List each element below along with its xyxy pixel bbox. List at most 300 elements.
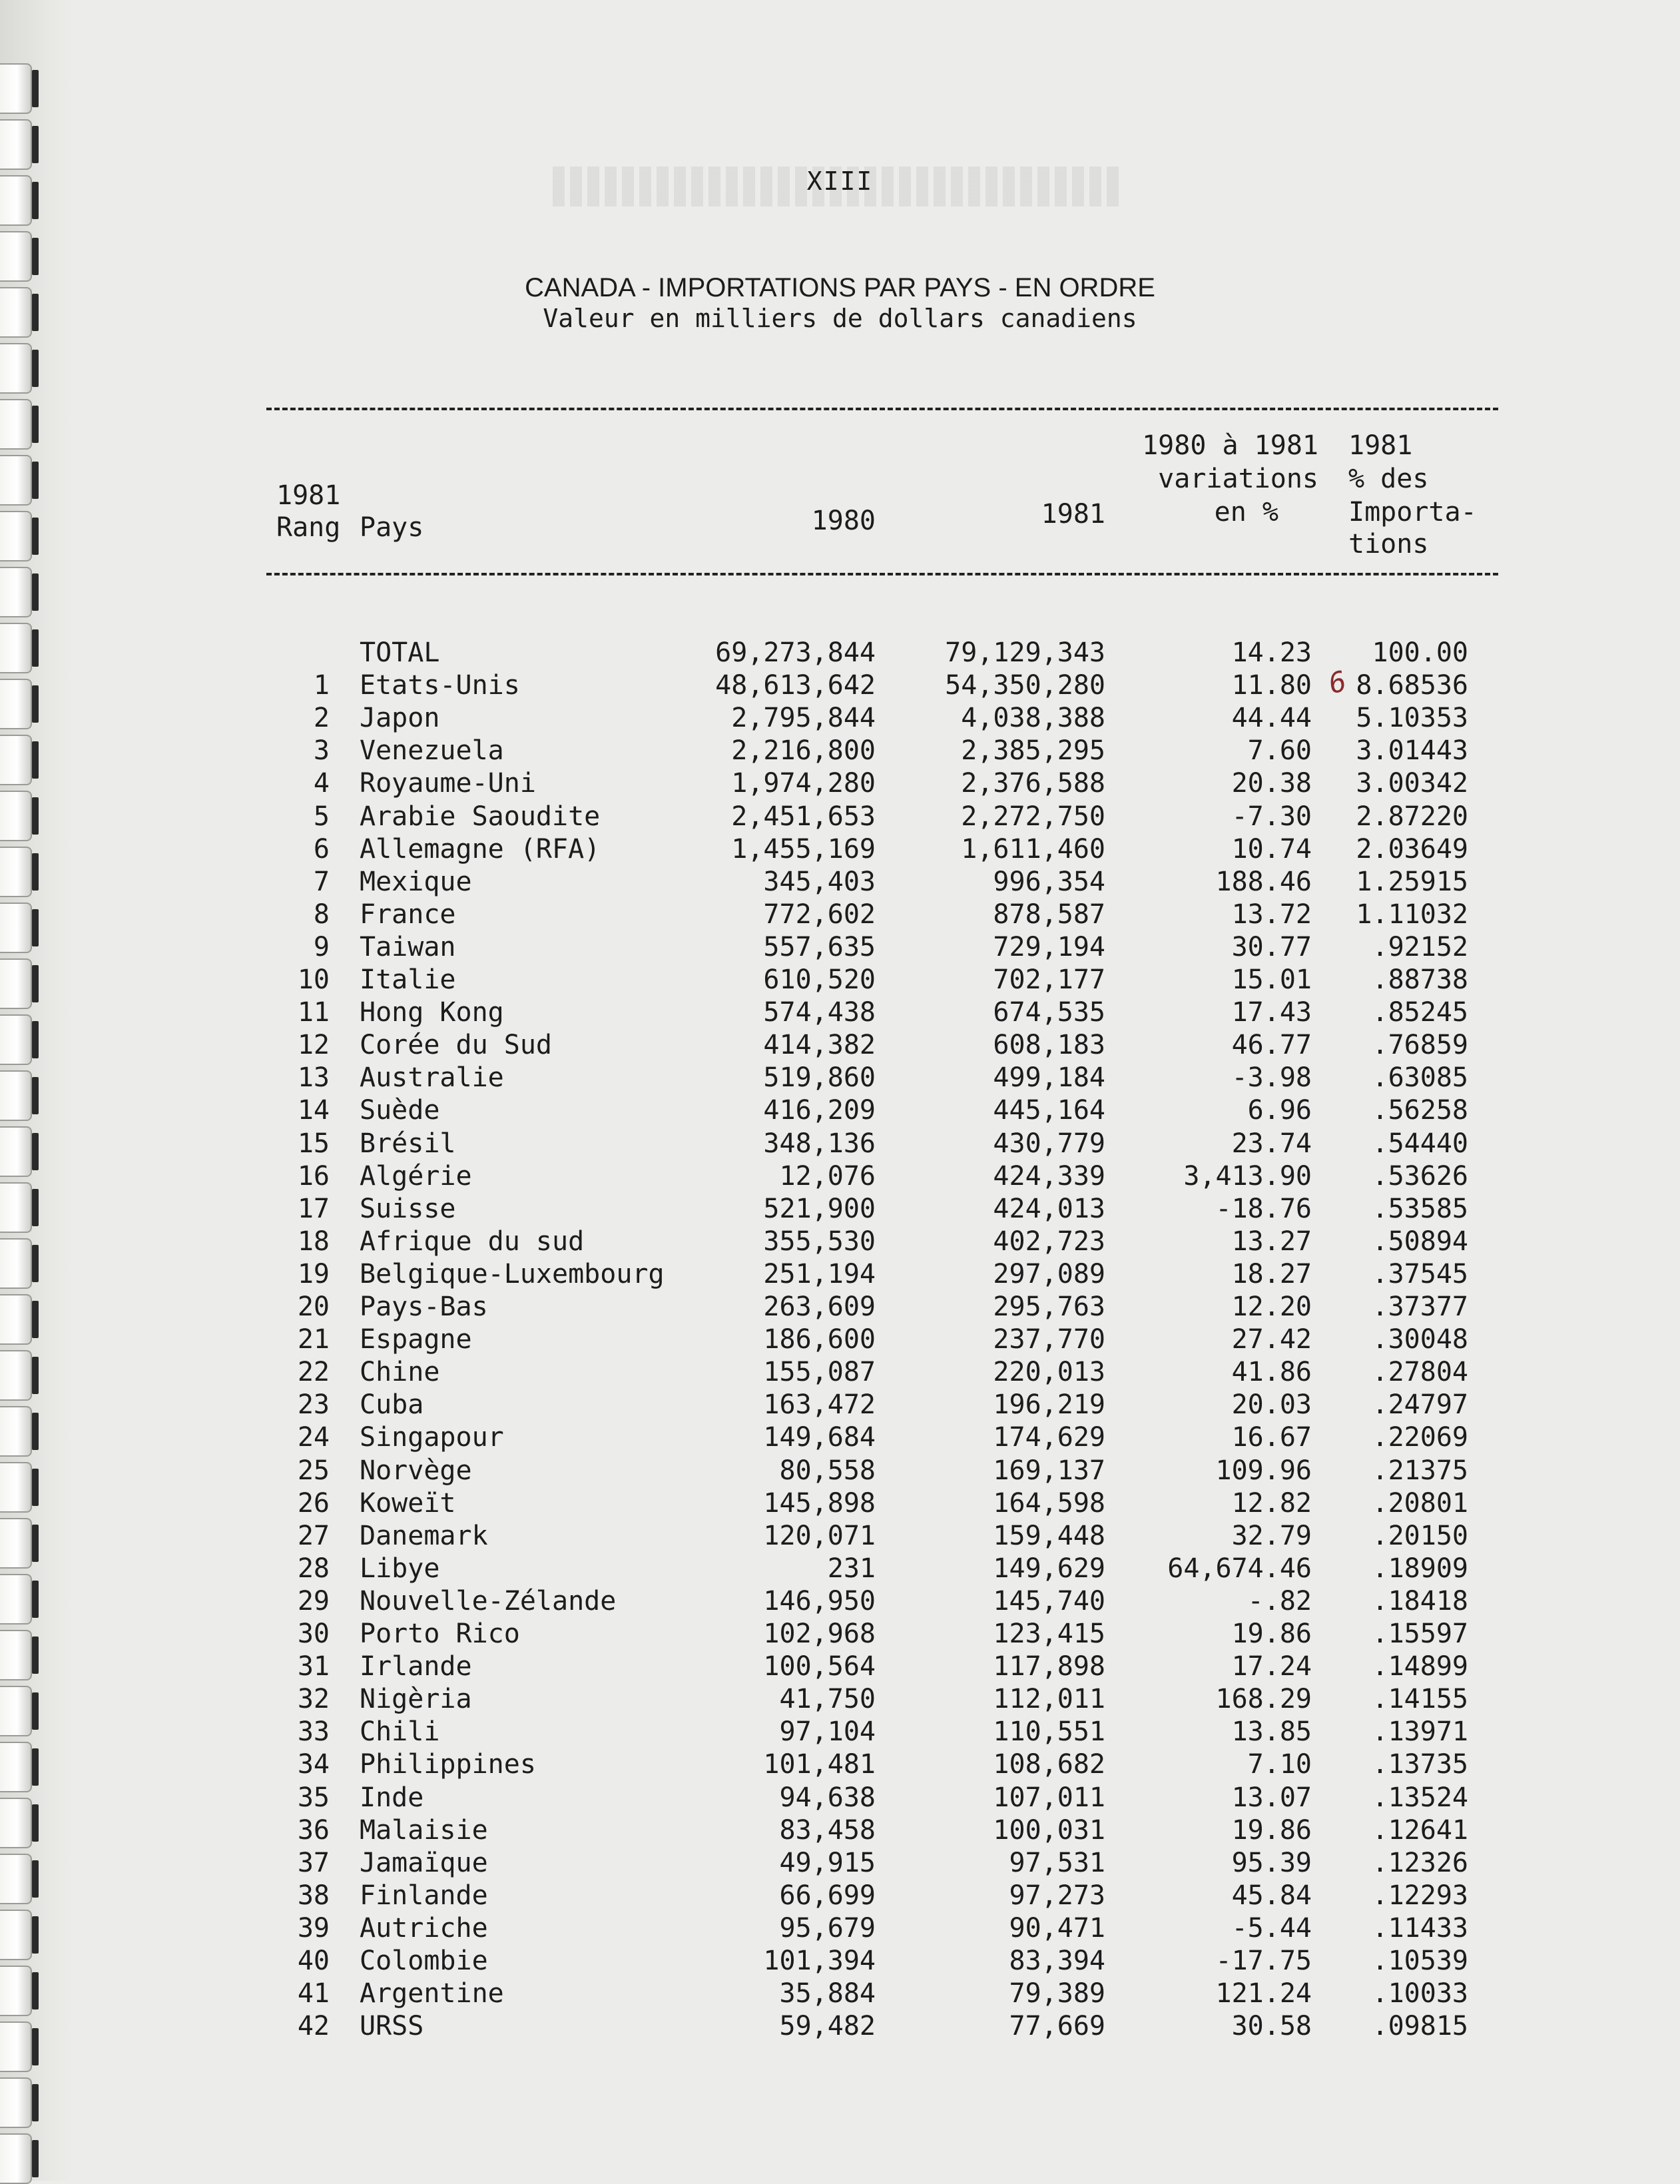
table-row <box>0 996 1680 1029</box>
rank-cell: 11 <box>297 997 330 1028</box>
table-row <box>0 1814 1680 1847</box>
rank-cell: 24 <box>297 1422 330 1453</box>
document-subtitle: Valeur en milliers de dollars canadiens <box>543 304 1137 333</box>
rank-cell: 42 <box>297 2011 330 2041</box>
header-variation-l3: en % <box>1214 497 1278 528</box>
binder-ring <box>0 399 32 450</box>
header-share-l3: Importa- <box>1348 497 1477 528</box>
table-row <box>0 636 1680 669</box>
variation-cell: 17.24 <box>1231 1651 1312 1682</box>
country-cell: Algérie <box>360 1161 472 1192</box>
table-row <box>0 767 1680 800</box>
value-1980-cell: 66,699 <box>779 1880 876 1911</box>
country-cell: Hong Kong <box>360 997 504 1028</box>
rank-cell: 22 <box>297 1357 330 1387</box>
value-1980-cell: 345,403 <box>763 867 876 897</box>
rank-cell: 28 <box>297 1553 330 1584</box>
variation-cell: 13.07 <box>1231 1782 1312 1813</box>
country-cell: Norvège <box>360 1455 472 1486</box>
rank-cell: 25 <box>297 1455 330 1486</box>
rank-cell: 33 <box>297 1716 330 1747</box>
variation-cell: 23.74 <box>1231 1128 1312 1159</box>
value-1981-cell: 110,551 <box>993 1716 1105 1747</box>
value-1980-cell: 772,602 <box>763 899 876 930</box>
country-cell: Afrique du sud <box>360 1226 585 1257</box>
value-1981-cell: 424,013 <box>993 1194 1105 1224</box>
share-cell: .14899 <box>1372 1651 1468 1682</box>
variation-cell: 13.72 <box>1231 899 1312 930</box>
table-row <box>0 1519 1680 1553</box>
country-cell: Nigèria <box>360 1684 472 1714</box>
value-1981-cell: 608,183 <box>993 1030 1105 1060</box>
rank-cell: 32 <box>297 1684 330 1714</box>
value-1981-cell: 159,448 <box>993 1521 1105 1551</box>
share-cell: .20150 <box>1372 1521 1468 1551</box>
value-1981-cell: 1,611,460 <box>961 834 1105 865</box>
value-1980-cell: 414,382 <box>763 1030 876 1060</box>
value-1981-cell: 996,354 <box>993 867 1105 897</box>
variation-cell: 32.79 <box>1231 1521 1312 1551</box>
header-top-rule <box>266 408 1498 410</box>
table-row <box>0 1028 1680 1062</box>
table-row <box>0 833 1680 866</box>
value-1980-cell: 2,795,844 <box>731 703 876 733</box>
value-1980-cell: 610,520 <box>763 964 876 995</box>
country-cell: Belgique-Luxembourg <box>360 1259 665 1289</box>
variation-cell: 6.96 <box>1247 1095 1312 1126</box>
value-1980-cell: 146,950 <box>763 1586 876 1617</box>
variation-cell: 95.39 <box>1231 1848 1312 1878</box>
handwritten-annotation: 6 <box>1325 664 1350 701</box>
country-cell: Suède <box>360 1095 440 1126</box>
country-cell: Libye <box>360 1553 440 1584</box>
header-bottom-rule <box>266 573 1498 575</box>
value-1980-cell: 101,394 <box>763 1946 876 1976</box>
table-row <box>0 1061 1680 1094</box>
value-1981-cell: 174,629 <box>993 1422 1105 1453</box>
value-1981-cell: 729,194 <box>993 932 1105 962</box>
value-1981-cell: 702,177 <box>993 964 1105 995</box>
country-cell: Suisse <box>360 1194 456 1224</box>
rank-cell: 9 <box>313 932 330 962</box>
value-1981-cell: 97,273 <box>1009 1880 1105 1911</box>
share-cell: .09815 <box>1372 2011 1468 2041</box>
value-1981-cell: 2,272,750 <box>961 801 1105 832</box>
table-row <box>0 1617 1680 1650</box>
variation-cell: 19.86 <box>1231 1815 1312 1846</box>
value-1980-cell: 574,438 <box>763 997 876 1028</box>
country-cell: Chili <box>360 1716 440 1747</box>
value-1981-cell: 169,137 <box>993 1455 1105 1486</box>
variation-cell: 109.96 <box>1215 1455 1312 1486</box>
value-1980-cell: 120,071 <box>763 1521 876 1551</box>
table-row <box>0 2009 1680 2043</box>
binder-ring <box>0 2133 32 2184</box>
value-1980-cell: 521,900 <box>763 1194 876 1224</box>
rank-cell: 20 <box>297 1291 330 1322</box>
share-cell: .24797 <box>1372 1389 1468 1420</box>
share-cell: .13971 <box>1372 1716 1468 1747</box>
rank-cell: 18 <box>297 1226 330 1257</box>
share-cell: .10033 <box>1372 1978 1468 2009</box>
value-1981-cell: 164,598 <box>993 1488 1105 1519</box>
value-1981-cell: 295,763 <box>993 1291 1105 1322</box>
value-1980-cell: 102,968 <box>763 1619 876 1649</box>
value-1980-cell: 35,884 <box>779 1978 876 2009</box>
rank-cell: 12 <box>297 1030 330 1060</box>
table-row <box>0 1225 1680 1258</box>
binder-ring <box>0 567 32 617</box>
variation-cell: 3,413.90 <box>1183 1161 1312 1192</box>
share-cell: .21375 <box>1372 1455 1468 1486</box>
value-1980-cell: 163,472 <box>763 1389 876 1420</box>
variation-cell: 12.82 <box>1231 1488 1312 1519</box>
country-cell: TOTAL <box>360 637 440 668</box>
variation-cell: 45.84 <box>1231 1880 1312 1911</box>
table-row <box>0 865 1680 899</box>
table-row <box>0 963 1680 996</box>
share-cell: 3.00342 <box>1356 768 1468 799</box>
rank-cell: 26 <box>297 1488 330 1519</box>
value-1980-cell: 2,451,653 <box>731 801 876 832</box>
value-1980-cell: 155,087 <box>763 1357 876 1387</box>
country-cell: Irlande <box>360 1651 472 1682</box>
page-number: XIII <box>806 167 874 196</box>
share-cell: .14155 <box>1372 1684 1468 1714</box>
table-row <box>0 800 1680 833</box>
share-cell: .27804 <box>1372 1357 1468 1387</box>
header-country: Pays <box>360 512 424 543</box>
value-1981-cell: 402,723 <box>993 1226 1105 1257</box>
header-share-l1: 1981 <box>1348 430 1413 461</box>
value-1981-cell: 220,013 <box>993 1357 1105 1387</box>
share-cell: .11433 <box>1372 1913 1468 1944</box>
variation-cell: 30.58 <box>1231 2011 1312 2041</box>
rank-cell: 1 <box>313 670 330 701</box>
variation-cell: -3.98 <box>1231 1062 1312 1093</box>
country-cell: Porto Rico <box>360 1619 520 1649</box>
variation-cell: 168.29 <box>1215 1684 1312 1714</box>
header-rank: Rang <box>276 512 341 543</box>
share-cell: 2.87220 <box>1356 801 1468 832</box>
table-row <box>0 1682 1680 1716</box>
table-row <box>0 1290 1680 1323</box>
share-cell: .53585 <box>1372 1194 1468 1224</box>
value-1981-cell: 79,389 <box>1009 1978 1105 2009</box>
table-row <box>0 1944 1680 1978</box>
rank-cell: 37 <box>297 1848 330 1878</box>
value-1981-cell: 145,740 <box>993 1586 1105 1617</box>
rank-cell: 17 <box>297 1194 330 1224</box>
value-1980-cell: 149,684 <box>763 1422 876 1453</box>
binder-ring <box>0 511 32 561</box>
share-cell: .88738 <box>1372 964 1468 995</box>
country-cell: Autriche <box>360 1913 488 1944</box>
share-cell: .63085 <box>1372 1062 1468 1093</box>
country-cell: Philippines <box>360 1749 536 1780</box>
value-1980-cell: 48,613,642 <box>715 670 876 701</box>
country-cell: Singapour <box>360 1422 504 1453</box>
rank-cell: 14 <box>297 1095 330 1126</box>
share-cell: .54440 <box>1372 1128 1468 1159</box>
value-1980-cell: 348,136 <box>763 1128 876 1159</box>
variation-cell: -5.44 <box>1231 1913 1312 1944</box>
country-cell: Inde <box>360 1782 424 1813</box>
value-1980-cell: 80,558 <box>779 1455 876 1486</box>
value-1980-cell: 145,898 <box>763 1488 876 1519</box>
value-1981-cell: 2,385,295 <box>961 735 1105 766</box>
table-row <box>0 1977 1680 2010</box>
variation-cell: 12.20 <box>1231 1291 1312 1322</box>
variation-cell: 7.10 <box>1247 1749 1312 1780</box>
table-row <box>0 1846 1680 1880</box>
share-cell: 3.01443 <box>1356 735 1468 766</box>
variation-cell: 41.86 <box>1231 1357 1312 1387</box>
variation-cell: 16.67 <box>1231 1422 1312 1453</box>
variation-cell: 64,674.46 <box>1167 1553 1312 1584</box>
share-cell: .85245 <box>1372 997 1468 1028</box>
variation-cell: 30.77 <box>1231 932 1312 962</box>
share-cell: .18909 <box>1372 1553 1468 1584</box>
rank-cell: 21 <box>297 1324 330 1355</box>
country-cell: Mexique <box>360 867 472 897</box>
share-cell: .13735 <box>1372 1749 1468 1780</box>
variation-cell: 188.46 <box>1215 867 1312 897</box>
country-cell: Danemark <box>360 1521 488 1551</box>
table-row <box>0 1094 1680 1127</box>
rank-cell: 8 <box>313 899 330 930</box>
binder-ring <box>0 2077 32 2128</box>
table-row <box>0 1879 1680 1912</box>
share-cell: 8.68536 <box>1356 670 1468 701</box>
table-row <box>0 1355 1680 1389</box>
header-year-1981: 1981 <box>1041 499 1105 530</box>
table-row <box>0 898 1680 931</box>
table-row <box>0 701 1680 735</box>
share-cell: .12641 <box>1372 1815 1468 1846</box>
value-1981-cell: 77,669 <box>1009 2011 1105 2041</box>
share-cell: .37377 <box>1372 1291 1468 1322</box>
variation-cell: -18.76 <box>1215 1194 1312 1224</box>
country-cell: Espagne <box>360 1324 472 1355</box>
share-cell: 5.10353 <box>1356 703 1468 733</box>
share-cell: 1.11032 <box>1356 899 1468 930</box>
country-cell: Italie <box>360 964 456 995</box>
table-row <box>0 1454 1680 1487</box>
value-1981-cell: 149,629 <box>993 1553 1105 1584</box>
share-cell: 2.03649 <box>1356 834 1468 865</box>
rank-cell: 31 <box>297 1651 330 1682</box>
rank-cell: 16 <box>297 1161 330 1192</box>
value-1980-cell: 83,458 <box>779 1815 876 1846</box>
value-1981-cell: 54,350,280 <box>945 670 1105 701</box>
value-1980-cell: 355,530 <box>763 1226 876 1257</box>
country-cell: Jamaïque <box>360 1848 488 1878</box>
value-1980-cell: 94,638 <box>779 1782 876 1813</box>
variation-cell: 27.42 <box>1231 1324 1312 1355</box>
share-cell: .18418 <box>1372 1586 1468 1617</box>
value-1981-cell: 83,394 <box>1009 1946 1105 1976</box>
share-cell: .53626 <box>1372 1161 1468 1192</box>
country-cell: Arabie Saoudite <box>360 801 601 832</box>
variation-cell: 18.27 <box>1231 1259 1312 1289</box>
rank-cell: 29 <box>297 1586 330 1617</box>
country-cell: Taiwan <box>360 932 456 962</box>
rank-cell: 19 <box>297 1259 330 1289</box>
variation-cell: 10.74 <box>1231 834 1312 865</box>
value-1980-cell: 2,216,800 <box>731 735 876 766</box>
table-row <box>0 1487 1680 1520</box>
variation-cell: 17.43 <box>1231 997 1312 1028</box>
share-cell: .50894 <box>1372 1226 1468 1257</box>
rank-cell: 23 <box>297 1389 330 1420</box>
country-cell: Chine <box>360 1357 440 1387</box>
value-1980-cell: 519,860 <box>763 1062 876 1093</box>
share-cell: .76859 <box>1372 1030 1468 1060</box>
value-1981-cell: 878,587 <box>993 899 1105 930</box>
table-row <box>0 1192 1680 1226</box>
value-1981-cell: 430,779 <box>993 1128 1105 1159</box>
country-cell: Japon <box>360 703 440 733</box>
share-cell: .15597 <box>1372 1619 1468 1649</box>
rank-cell: 3 <box>313 735 330 766</box>
table-row <box>0 1160 1680 1193</box>
variation-cell: 20.03 <box>1231 1389 1312 1420</box>
variation-cell: 121.24 <box>1215 1978 1312 2009</box>
header-rank-year: 1981 <box>276 480 341 511</box>
rank-cell: 35 <box>297 1782 330 1813</box>
header-share-l4: tions <box>1348 529 1429 559</box>
table-row <box>0 1715 1680 1748</box>
table-row <box>0 734 1680 767</box>
bleed-through-texture <box>553 167 1119 206</box>
header-share-l2: % des <box>1348 464 1429 494</box>
share-cell: .22069 <box>1372 1422 1468 1453</box>
value-1981-cell: 108,682 <box>993 1749 1105 1780</box>
table-row <box>0 1912 1680 1945</box>
share-cell: .12293 <box>1372 1880 1468 1911</box>
table-row <box>0 1748 1680 1781</box>
rank-cell: 4 <box>313 768 330 799</box>
value-1980-cell: 186,600 <box>763 1324 876 1355</box>
country-cell: Australie <box>360 1062 504 1093</box>
value-1981-cell: 4,038,388 <box>961 703 1105 733</box>
rank-cell: 27 <box>297 1521 330 1551</box>
share-cell: .30048 <box>1372 1324 1468 1355</box>
value-1981-cell: 297,089 <box>993 1259 1105 1289</box>
header-variation-l1: 1980 à 1981 <box>1142 430 1318 461</box>
variation-cell: 19.86 <box>1231 1619 1312 1649</box>
value-1981-cell: 123,415 <box>993 1619 1105 1649</box>
value-1981-cell: 107,011 <box>993 1782 1105 1813</box>
share-cell: .56258 <box>1372 1095 1468 1126</box>
value-1980-cell: 100,564 <box>763 1651 876 1682</box>
share-cell: .13524 <box>1372 1782 1468 1813</box>
value-1981-cell: 237,770 <box>993 1324 1105 1355</box>
country-cell: Venezuela <box>360 735 504 766</box>
country-cell: URSS <box>360 2011 424 2041</box>
value-1981-cell: 445,164 <box>993 1095 1105 1126</box>
table-row <box>0 1127 1680 1160</box>
document-title: CANADA - IMPORTATIONS PAR PAYS - EN ORDRE <box>525 273 1155 302</box>
rank-cell: 36 <box>297 1815 330 1846</box>
value-1981-cell: 499,184 <box>993 1062 1105 1093</box>
table-row <box>0 1552 1680 1585</box>
value-1980-cell: 1,455,169 <box>731 834 876 865</box>
value-1980-cell: 101,481 <box>763 1749 876 1780</box>
value-1980-cell: 12,076 <box>779 1161 876 1192</box>
country-cell: Brésil <box>360 1128 456 1159</box>
rank-cell: 15 <box>297 1128 330 1159</box>
value-1981-cell: 100,031 <box>993 1815 1105 1846</box>
value-1980-cell: 69,273,844 <box>715 637 876 668</box>
value-1980-cell: 59,482 <box>779 2011 876 2041</box>
value-1980-cell: 1,974,280 <box>731 768 876 799</box>
variation-cell: 11.80 <box>1231 670 1312 701</box>
value-1981-cell: 112,011 <box>993 1684 1105 1714</box>
value-1980-cell: 49,915 <box>779 1848 876 1878</box>
variation-cell: 15.01 <box>1231 964 1312 995</box>
value-1980-cell: 416,209 <box>763 1095 876 1126</box>
country-cell: France <box>360 899 456 930</box>
table-row <box>0 1650 1680 1683</box>
table-row <box>0 1388 1680 1421</box>
variation-cell: 7.60 <box>1247 735 1312 766</box>
variation-cell: 20.38 <box>1231 768 1312 799</box>
binder-ring <box>0 119 32 170</box>
value-1981-cell: 674,535 <box>993 997 1105 1028</box>
variation-cell: 14.23 <box>1231 637 1312 668</box>
value-1981-cell: 97,531 <box>1009 1848 1105 1878</box>
country-cell: Nouvelle-Zélande <box>360 1586 617 1617</box>
table-row <box>0 1421 1680 1454</box>
share-cell: .20801 <box>1372 1488 1468 1519</box>
variation-cell: -.82 <box>1247 1586 1312 1617</box>
country-cell: Malaisie <box>360 1815 488 1846</box>
value-1980-cell: 263,609 <box>763 1291 876 1322</box>
rank-cell: 13 <box>297 1062 330 1093</box>
country-cell: Finlande <box>360 1880 488 1911</box>
rank-cell: 7 <box>313 867 330 897</box>
country-cell: Pays-Bas <box>360 1291 488 1322</box>
rank-cell: 40 <box>297 1946 330 1976</box>
country-cell: Corée du Sud <box>360 1030 552 1060</box>
country-cell: Koweït <box>360 1488 456 1519</box>
binder-ring <box>0 455 32 506</box>
variation-cell: 44.44 <box>1231 703 1312 733</box>
variation-cell: -7.30 <box>1231 801 1312 832</box>
rank-cell: 10 <box>297 964 330 995</box>
share-cell: .10539 <box>1372 1946 1468 1976</box>
value-1981-cell: 196,219 <box>993 1389 1105 1420</box>
variation-cell: 13.27 <box>1231 1226 1312 1257</box>
rank-cell: 6 <box>313 834 330 865</box>
header-variation-l2: variations <box>1158 464 1318 494</box>
table-row <box>0 1258 1680 1291</box>
rank-cell: 5 <box>313 801 330 832</box>
variation-cell: -17.75 <box>1215 1946 1312 1976</box>
country-cell: Cuba <box>360 1389 424 1420</box>
value-1981-cell: 117,898 <box>993 1651 1105 1682</box>
country-cell: Royaume-Uni <box>360 768 536 799</box>
rank-cell: 39 <box>297 1913 330 1944</box>
share-cell: 1.25915 <box>1356 867 1468 897</box>
value-1981-cell: 424,339 <box>993 1161 1105 1192</box>
binder-ring <box>0 63 32 114</box>
table-row <box>0 1323 1680 1356</box>
variation-cell: 46.77 <box>1231 1030 1312 1060</box>
rank-cell: 38 <box>297 1880 330 1911</box>
